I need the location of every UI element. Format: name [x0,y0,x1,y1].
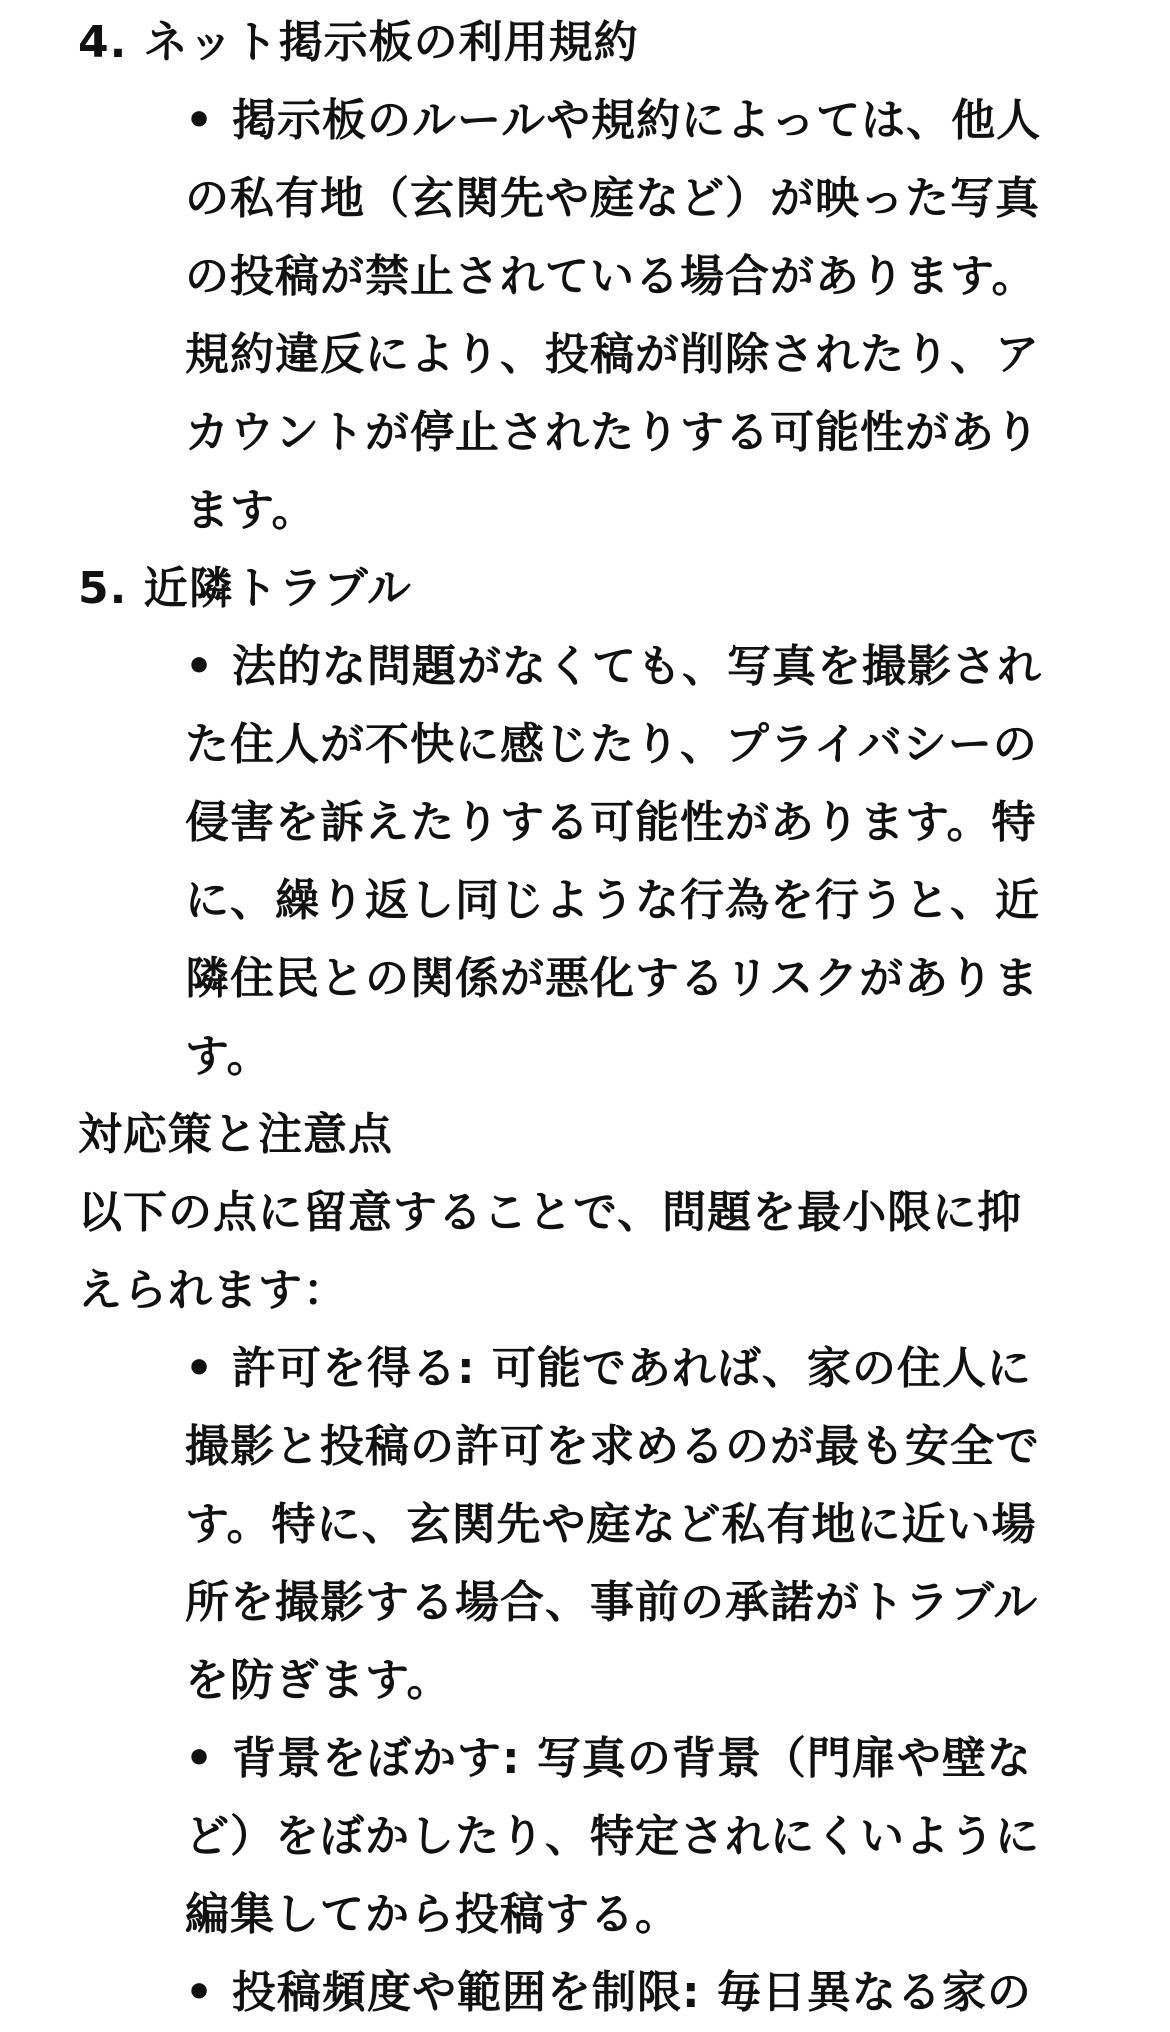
bullet-text-line: 撮影と投稿の許可を求めるのが最も安全で [185,1421,1040,1472]
bullet-text-line: 侵害を訴えたりする可能性があります。特 [185,797,1037,848]
bullet-text-line: 掲示板のルールや規約によっては、他人 [232,95,1042,146]
bullet-text-line: ます。 [185,485,317,536]
intro-text-line: えられます： [78,1265,348,1316]
section-heading-5: 5. 近隣トラブル [78,563,412,614]
bullet-text-line: ど）をぼかしたり、特定されにくいように [185,1811,1040,1862]
bullet-marker: • [185,1733,214,1784]
bullet-text-line: 投稿頻度や範囲を制限: 毎日異なる家の [232,1967,1032,2018]
section-heading-4: 4. ネット掲示板の利用規約 [78,17,639,68]
bullet-marker: • [185,95,214,146]
bullet-text-line: に、繰り返し同じような行為を行うと、近 [185,875,1040,926]
bullet-text-line: の投稿が禁止されている場合があります。 [185,251,1037,302]
bullet-marker: • [185,1343,214,1394]
bullet-text-line: 背景をぼかす: 写真の背景（門扉や壁な [232,1733,1032,1784]
bullet-text-line: 許可を得る: 可能であれば、家の住人に [232,1343,1032,1394]
bullet-text-line: 法的な問題がなくても、写真を撮影され [232,641,1042,692]
bullet-text-line: 隣住民との関係が悪化するリスクがありま [185,953,1040,1004]
bullet-text-line: た住人が不快に感じたり、プライバシーの [185,719,1038,770]
bullet-text-line: 規約違反により、投稿が削除されたり、ア [185,329,1040,380]
bullet-text-line: 所を撮影する場合、事前の承諾がトラブル [185,1577,1039,1628]
bullet-text-line: の私有地（玄関先や庭など）が映った写真 [185,173,1040,224]
bullet-marker: • [185,1967,214,2018]
bullet-text-line: す。 [185,1031,272,1082]
bullet-text-line: 編集してから投稿する。 [185,1889,680,1940]
bullet-text-line: す。特に、玄関先や庭など私有地に近い場 [185,1499,1037,1550]
bullet-text-line: カウントが停止されたりする可能性があり [185,407,1040,458]
countermeasures-heading: 対応策と注意点 [78,1109,393,1160]
intro-text-line: 以下の点に留意することで、問題を最小限に抑 [78,1187,1023,1238]
bullet-marker: • [185,641,214,692]
bullet-text-line: を防ぎます。 [185,1655,452,1706]
